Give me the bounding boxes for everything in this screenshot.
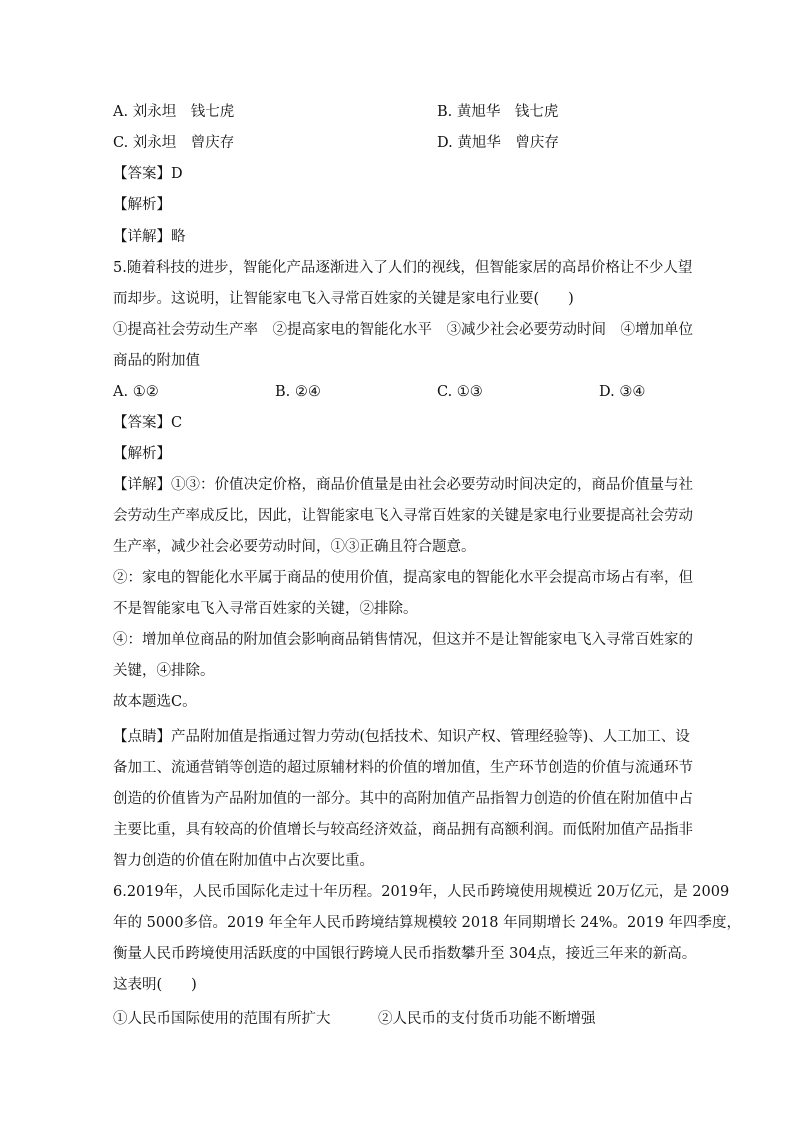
q6-stem-line: 6.2019年，人民币国际化走过十年历程。2019年，人民币跨境使用规模近 20万亿元，是 2009: [113, 884, 730, 900]
q5-detail-line: 【详解】①③：价值决定价格，商品价值量是由社会必要劳动时间决定的，商品价值量与社: [113, 477, 693, 493]
q5-option-d: D. ③④: [599, 384, 646, 400]
q5-option-a: A. ①②: [113, 384, 159, 400]
q5-stem-line-1: 5.随着科技的进步，智能化产品逐渐进入了人们的视线，但智能家居的高昂价格让不少人望: [113, 260, 693, 276]
q6-stem-line: 年的 5000多倍。2019 年全年人民币跨境结算规模较 2018 年同期增长 24%。2019 年四季度，: [113, 915, 741, 931]
q5-detail-line: 不是智能家电飞入寻常百姓家的关键，②排除。: [113, 601, 418, 617]
q5-answer: 【答案】C: [113, 415, 183, 431]
q5-option-b: B. ②④: [275, 384, 321, 400]
q4-detail: 【详解】略: [113, 229, 186, 245]
q6-stem-line: 这表明( ): [113, 977, 197, 993]
q6-stem-line: 衡量人民币跨境使用活跃度的中国银行跨境人民币指数攀升至 304点，接近三年来的新高。: [113, 946, 697, 962]
q5-items-line-1: ①提高社会劳动生产率 ②提高家电的智能化水平 ③减少社会必要劳动时间 ④增加单位: [113, 322, 693, 338]
q5-detail-line: 故本题选C。: [113, 694, 197, 710]
q5-stem-line-2: 而却步。这说明，让智能家电飞入寻常百姓家的关键是家电行业要( ): [113, 291, 574, 307]
q4-option-b: B. 黄旭华 钱七虎: [437, 104, 559, 120]
q6-item-1: ①人民币国际使用的范围有所扩大: [113, 1011, 331, 1027]
q4-answer: 【答案】D: [113, 166, 183, 182]
q4-analysis-label: 【解析】: [113, 197, 171, 213]
q5-items-line-2: 商品的附加值: [113, 353, 200, 369]
q5-detail-line: ②：家电的智能化水平属于商品的使用价值，提高家电的智能化水平会提高市场占有率，但: [113, 570, 693, 586]
q5-point-line: 智力创造的价值在附加值中占次要比重。: [113, 853, 374, 869]
q5-point-line: 创造的价值皆为产品附加值的一部分。其中的高附加值产品指智力创造的价值在附加值中占: [113, 791, 693, 807]
q5-option-c: C. ①③: [437, 384, 483, 400]
q5-detail-line: 会劳动生产率成反比，因此，让智能家电飞入寻常百姓家的关键是家电行业要提高社会劳动: [113, 508, 693, 524]
q4-option-a: A. 刘永坦 钱七虎: [113, 104, 235, 120]
q5-point-line: 【点睛】产品附加值是指通过智力劳动(包括技术、知识产权、管理经验等)、人工加工、设: [113, 729, 690, 745]
q4-option-d: D. 黄旭华 曾庆存: [437, 135, 559, 151]
q4-option-c: C. 刘永坦 曾庆存: [113, 135, 235, 151]
q5-point-line: 备加工、流通营销等创造的超过原辅材料的价值的增加值，生产环节创造的价值与流通环节: [113, 760, 693, 776]
q6-item-2: ②人民币的支付货币功能不断增强: [378, 1011, 596, 1027]
q5-analysis-label: 【解析】: [113, 446, 171, 462]
q5-point-line: 主要比重，具有较高的价值增长与较高经济效益，商品拥有高额利润。而低附加值产品指非: [113, 822, 693, 838]
q5-detail-line: ④：增加单位商品的附加值会影响商品销售情况，但这并不是让智能家电飞入寻常百姓家的: [113, 632, 693, 648]
q5-detail-line: 关键，④排除。: [113, 663, 215, 679]
q5-detail-line: 生产率，减少社会必要劳动时间，①③正确且符合题意。: [113, 539, 476, 555]
